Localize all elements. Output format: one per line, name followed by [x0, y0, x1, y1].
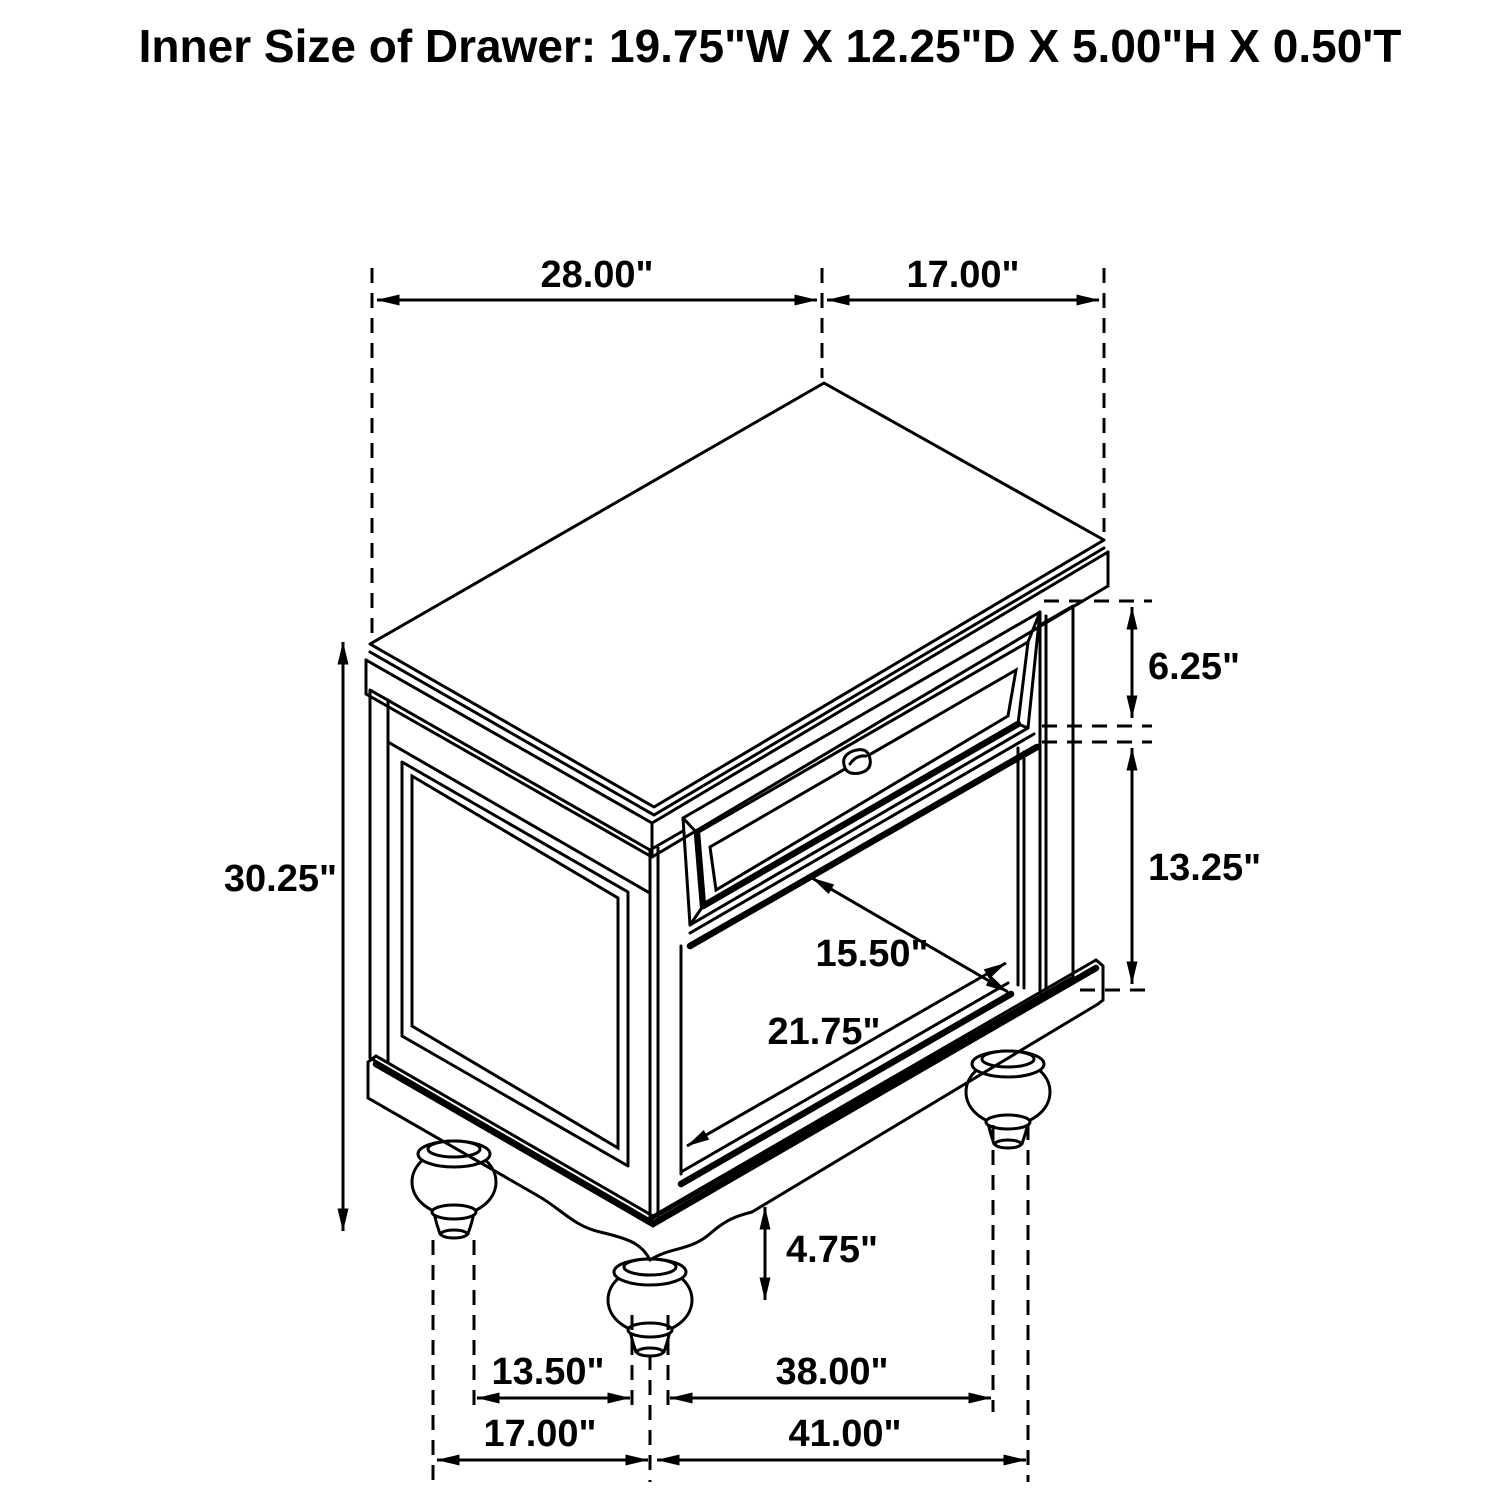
left-leg	[412, 1141, 496, 1238]
diagram-title: Inner Size of Drawer: 19.75"W X 12.25"D X 5.00"H X 0.50'T	[138, 20, 1402, 72]
dim-leg-span-depth	[477, 1351, 630, 1398]
dim-footprint-width-label: 41.00"	[788, 1413, 902, 1455]
dim-shelf-width-label: 21.75"	[767, 1011, 881, 1053]
dim-drawer-opening-height-label: 6.25"	[1148, 646, 1240, 688]
dim-shelf-opening-height	[1132, 748, 1261, 984]
nightstand-drawing	[366, 383, 1108, 1356]
dim-apron-height	[765, 1207, 878, 1300]
dim-leg-span-width-label: 38.00"	[775, 1351, 889, 1393]
dim-leg-span-depth-label: 13.50"	[491, 1351, 605, 1393]
dim-top-width	[377, 254, 817, 300]
dim-top-depth	[827, 254, 1099, 300]
dim-leg-span-width	[670, 1351, 991, 1398]
dim-overall-height	[224, 642, 343, 1231]
front-leg	[608, 1259, 692, 1356]
dim-shelf-opening-height-label: 13.25"	[1148, 847, 1262, 889]
dim-footprint-depth	[437, 1413, 648, 1460]
drawer-knob	[844, 750, 871, 774]
dim-top-depth-label: 17.00"	[906, 254, 1020, 296]
dim-footprint-depth-label: 17.00"	[483, 1413, 597, 1455]
dim-shelf-depth-label: 15.50"	[815, 933, 929, 975]
dim-overall-height-label: 30.25"	[223, 858, 337, 900]
dim-drawer-opening-height	[1132, 607, 1240, 718]
dim-top-width-label: 28.00"	[540, 254, 654, 296]
dim-footprint-width	[657, 1413, 1026, 1460]
right-leg	[966, 1051, 1050, 1148]
dim-apron-height-label: 4.75"	[786, 1229, 878, 1271]
